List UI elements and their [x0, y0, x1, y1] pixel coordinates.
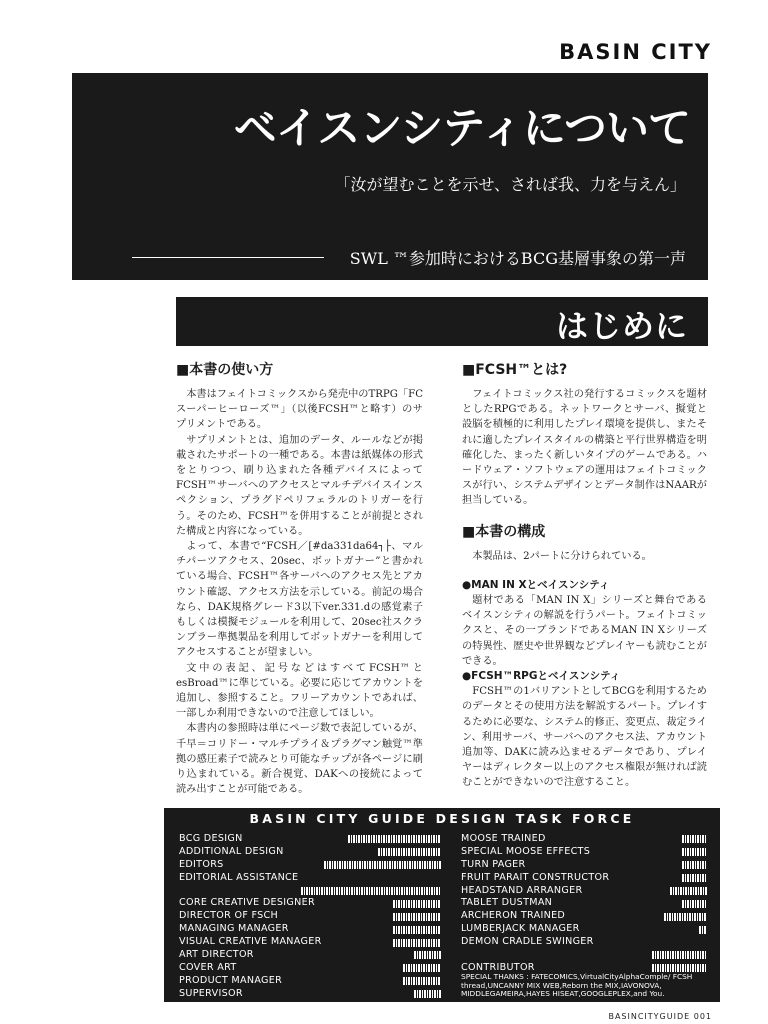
credit-role: EDITORIAL ASSISTANCE: [179, 871, 299, 883]
credit-row: [179, 975, 441, 988]
credit-row: [179, 859, 441, 872]
paragraph: FCSH™の1バリアントとしてBCGを利用するためのデータとその使用方法を解説するパート。プレイするために必要な、システム的修正、変更点、裁定ライン、利用サーバ、サーバへのアクセス法、アカウント追加等、DAKに読み込ませるデータであり、プレイヤーはディレクター以上のアクセス権限が無ければ読むことができないので注意すること。: [462, 686, 707, 789]
credit-role: ART DIRECTOR: [179, 949, 254, 961]
redacted-name-bar: [414, 990, 441, 998]
page-header-label: BASIN CITY: [559, 40, 712, 64]
credit-role: PRODUCT MANAGER: [179, 974, 283, 986]
paragraph: フェイトコミックス社の発行するコミックスを題材としたRPGである。ネットワークとサーバ、擬覚と設脳を積極的に利用したプレイ環境を提供し、またそれに適したプレイスタイルの構築と平行世界構造を明確化した、まったく新しいタイプのゲームである。ハードウェア・ソフトウェアの運用はフェイトコミックスが行い、システムデザインとデータ制作はNAARが担当している。: [462, 389, 707, 507]
redacted-name-bar: [652, 951, 707, 959]
credit-row: [461, 936, 707, 949]
credit-role: MANAGING MANAGER: [179, 923, 289, 935]
page-footer: BASINCITYGUIDE 001: [608, 1012, 712, 1021]
credit-role: MOOSE TRAINED: [461, 833, 546, 844]
redacted-name-bar: [670, 887, 707, 895]
credit-row: [179, 910, 441, 923]
credit-role: SUPERVISOR: [179, 987, 243, 999]
right-column: [462, 361, 707, 791]
paragraph: 本書はフェイトコミックスから発売中のTRPG「FCスーパーヒーローズ™」（以後FCSH™と略す）のサプリメントである。: [176, 389, 423, 431]
hero-subtitle: SWL ™参加時におけるBCG基層事象の第一声: [349, 249, 686, 268]
credit-row: [461, 897, 707, 910]
credit-role: BCG DESIGN: [179, 833, 243, 844]
credit-role: TURN PAGER: [461, 858, 526, 870]
credit-row: [179, 897, 441, 910]
redacted-name-bar: [403, 964, 441, 972]
hero-quote: 「汝が望むことを示せ、されば我、力を与えん」: [334, 175, 686, 194]
hero-divider: [132, 257, 324, 258]
credit-row: [179, 923, 441, 936]
paragraph: 題材である「MAN IN X」シリーズと舞台であるベイスンシティの解説を行うパート。フェイトコミックスと、その一ブランドであるMAN IN Xシリーズの特異性、歴史や世界観などプレイヤーも読むことができる。: [462, 595, 707, 667]
special-thanks: SPECIAL THANKS : FATECOMICS,VirtualCityAlphaComple/ FCSH thread,UNCANNY MIX WEB,Reborn the MIX,IAVONOVA, MIDDLEGAMEIRA,HAYES HISEAT,GOOGLEPLEX,and You.: [461, 972, 693, 999]
paragraph: 文中の表記、記号などはすべてFCSH™とesBroad™に準じている。必要に応じてアカウントを追加し、参照すること。フリーアカウントであれば、一部しか利用できないので注意してほしい。: [176, 662, 423, 720]
redacted-name-bar: [414, 951, 441, 959]
redacted-name-bar: [682, 848, 707, 856]
credit-role: SPECIAL MOOSE EFFECTS: [461, 845, 591, 857]
paragraph: サプリメントとは、追加のデータ、ルールなどが掲載されたサポートの一種である。本書は紙媒体の形式をとりつつ、刷り込まれた各種デバイスによってFCSH™サーバへのアクセスとマルチデバイスインスペクション、プラグドペリフェラルのトリガーを行う。そのため、FCSH™を併用することが前提とされた構成と内容になっている。: [176, 434, 423, 537]
section-heading-structure: ■本書の構成: [462, 523, 546, 540]
redacted-name-bar: [393, 926, 441, 934]
credit-row: [461, 859, 707, 872]
redacted-name-bar: [324, 861, 441, 869]
section-heading-fcsh: ■FCSH™とは?: [462, 362, 568, 378]
redacted-name-bar: [393, 939, 441, 947]
hero-banner: [72, 73, 708, 280]
credit-row: [461, 885, 707, 898]
credit-row: [179, 833, 441, 846]
credit-row: [461, 872, 707, 885]
credit-row: [461, 910, 707, 923]
credit-row: [461, 846, 707, 859]
credits-left-list: [179, 833, 441, 1001]
intro-band: [176, 297, 708, 346]
credit-role: CONTRIBUTOR: [461, 961, 535, 973]
credit-role: EDITORS: [179, 858, 224, 870]
redacted-name-bar: [682, 835, 707, 843]
subsection-heading-man-in-x: ●MAN IN Xとベイスンシティ: [462, 578, 610, 591]
credit-row: [461, 833, 707, 846]
subsection-heading-rpg: ●FCSH™RPGとベイスンシティ: [462, 670, 621, 683]
credit-role: ADDITIONAL DESIGN: [179, 845, 284, 857]
credit-role: LUMBERJACK MANAGER: [461, 923, 580, 935]
credit-role: CORE CREATIVE DESIGNER: [179, 897, 315, 909]
paragraph: よって、本書で“FCSH／[#da331da64┐├、マルチパーツアクセス、20sec、ボットガナー”と書かれている場合、FCSH™各サーバへのアクセス先とアカウント確認、アクセス方法を示している。前記の場合なら、DAK規格グレード3以下ver.331.dの感覚素子もしくは模擬モジュールを利用して、20sec社スクランブラー準拠製品を利用してボットガナーを利用してアクセスすることが望ましい。: [176, 541, 423, 659]
paragraph: 本製品は、2パートに分けられている。: [472, 550, 652, 562]
credit-row: [461, 949, 707, 962]
redacted-name-bar: [348, 835, 441, 843]
redacted-name-bar: [301, 887, 441, 895]
intro-title: はじめに: [555, 307, 688, 345]
credit-role: TABLET DUSTMAN: [461, 897, 553, 909]
hero-title: ベイスンシティについて: [233, 104, 690, 154]
credit-row: [461, 923, 707, 936]
redacted-name-bar: [699, 926, 707, 934]
redacted-name-bar: [682, 900, 707, 908]
credit-role: COVER ART: [179, 961, 237, 973]
redacted-name-bar: [664, 913, 707, 921]
section-heading-usage: ■本書の使い方: [176, 362, 274, 378]
credits-title: BASIN CITY GUIDE DESIGN TASK FORCE: [249, 811, 635, 826]
credit-row: [179, 988, 441, 1001]
redacted-name-bar: [378, 848, 441, 856]
redacted-name-bar: [682, 861, 707, 869]
credits-box: [164, 808, 720, 1002]
credit-row: [179, 872, 441, 885]
redacted-name-bar: [393, 913, 441, 921]
credit-row: [179, 949, 441, 962]
left-column: [176, 361, 423, 797]
credit-row: [179, 885, 441, 898]
redacted-name-bar: [403, 977, 441, 985]
credit-role: VISUAL CREATIVE MANAGER: [179, 936, 322, 948]
credit-role: FRUIT PARAIT CONSTRUCTOR: [461, 871, 610, 883]
credit-row: [179, 936, 441, 949]
credit-role: HEADSTAND ARRANGER: [461, 884, 583, 896]
credit-row: [179, 846, 441, 859]
credit-row: [179, 962, 441, 975]
credit-role: DIRECTOR OF FSCH: [179, 910, 279, 922]
redacted-name-bar: [393, 900, 441, 908]
credit-role: DEMON CRADLE SWINGER: [461, 936, 594, 948]
credit-role: ARCHERON TRAINED: [461, 910, 566, 922]
paragraph: 本書内の参照時は単にページ数で表記しているが、千早＝コリドー・マルチプライ＆プラグマン触覚™準拠の感圧素子で読みとり可能なチップが各ページに刷り込まれている。新合視覚、DAKへの接続によって読み出すことが可能である。: [176, 723, 423, 796]
credits-right-list: [461, 833, 707, 975]
redacted-name-bar: [682, 874, 707, 882]
